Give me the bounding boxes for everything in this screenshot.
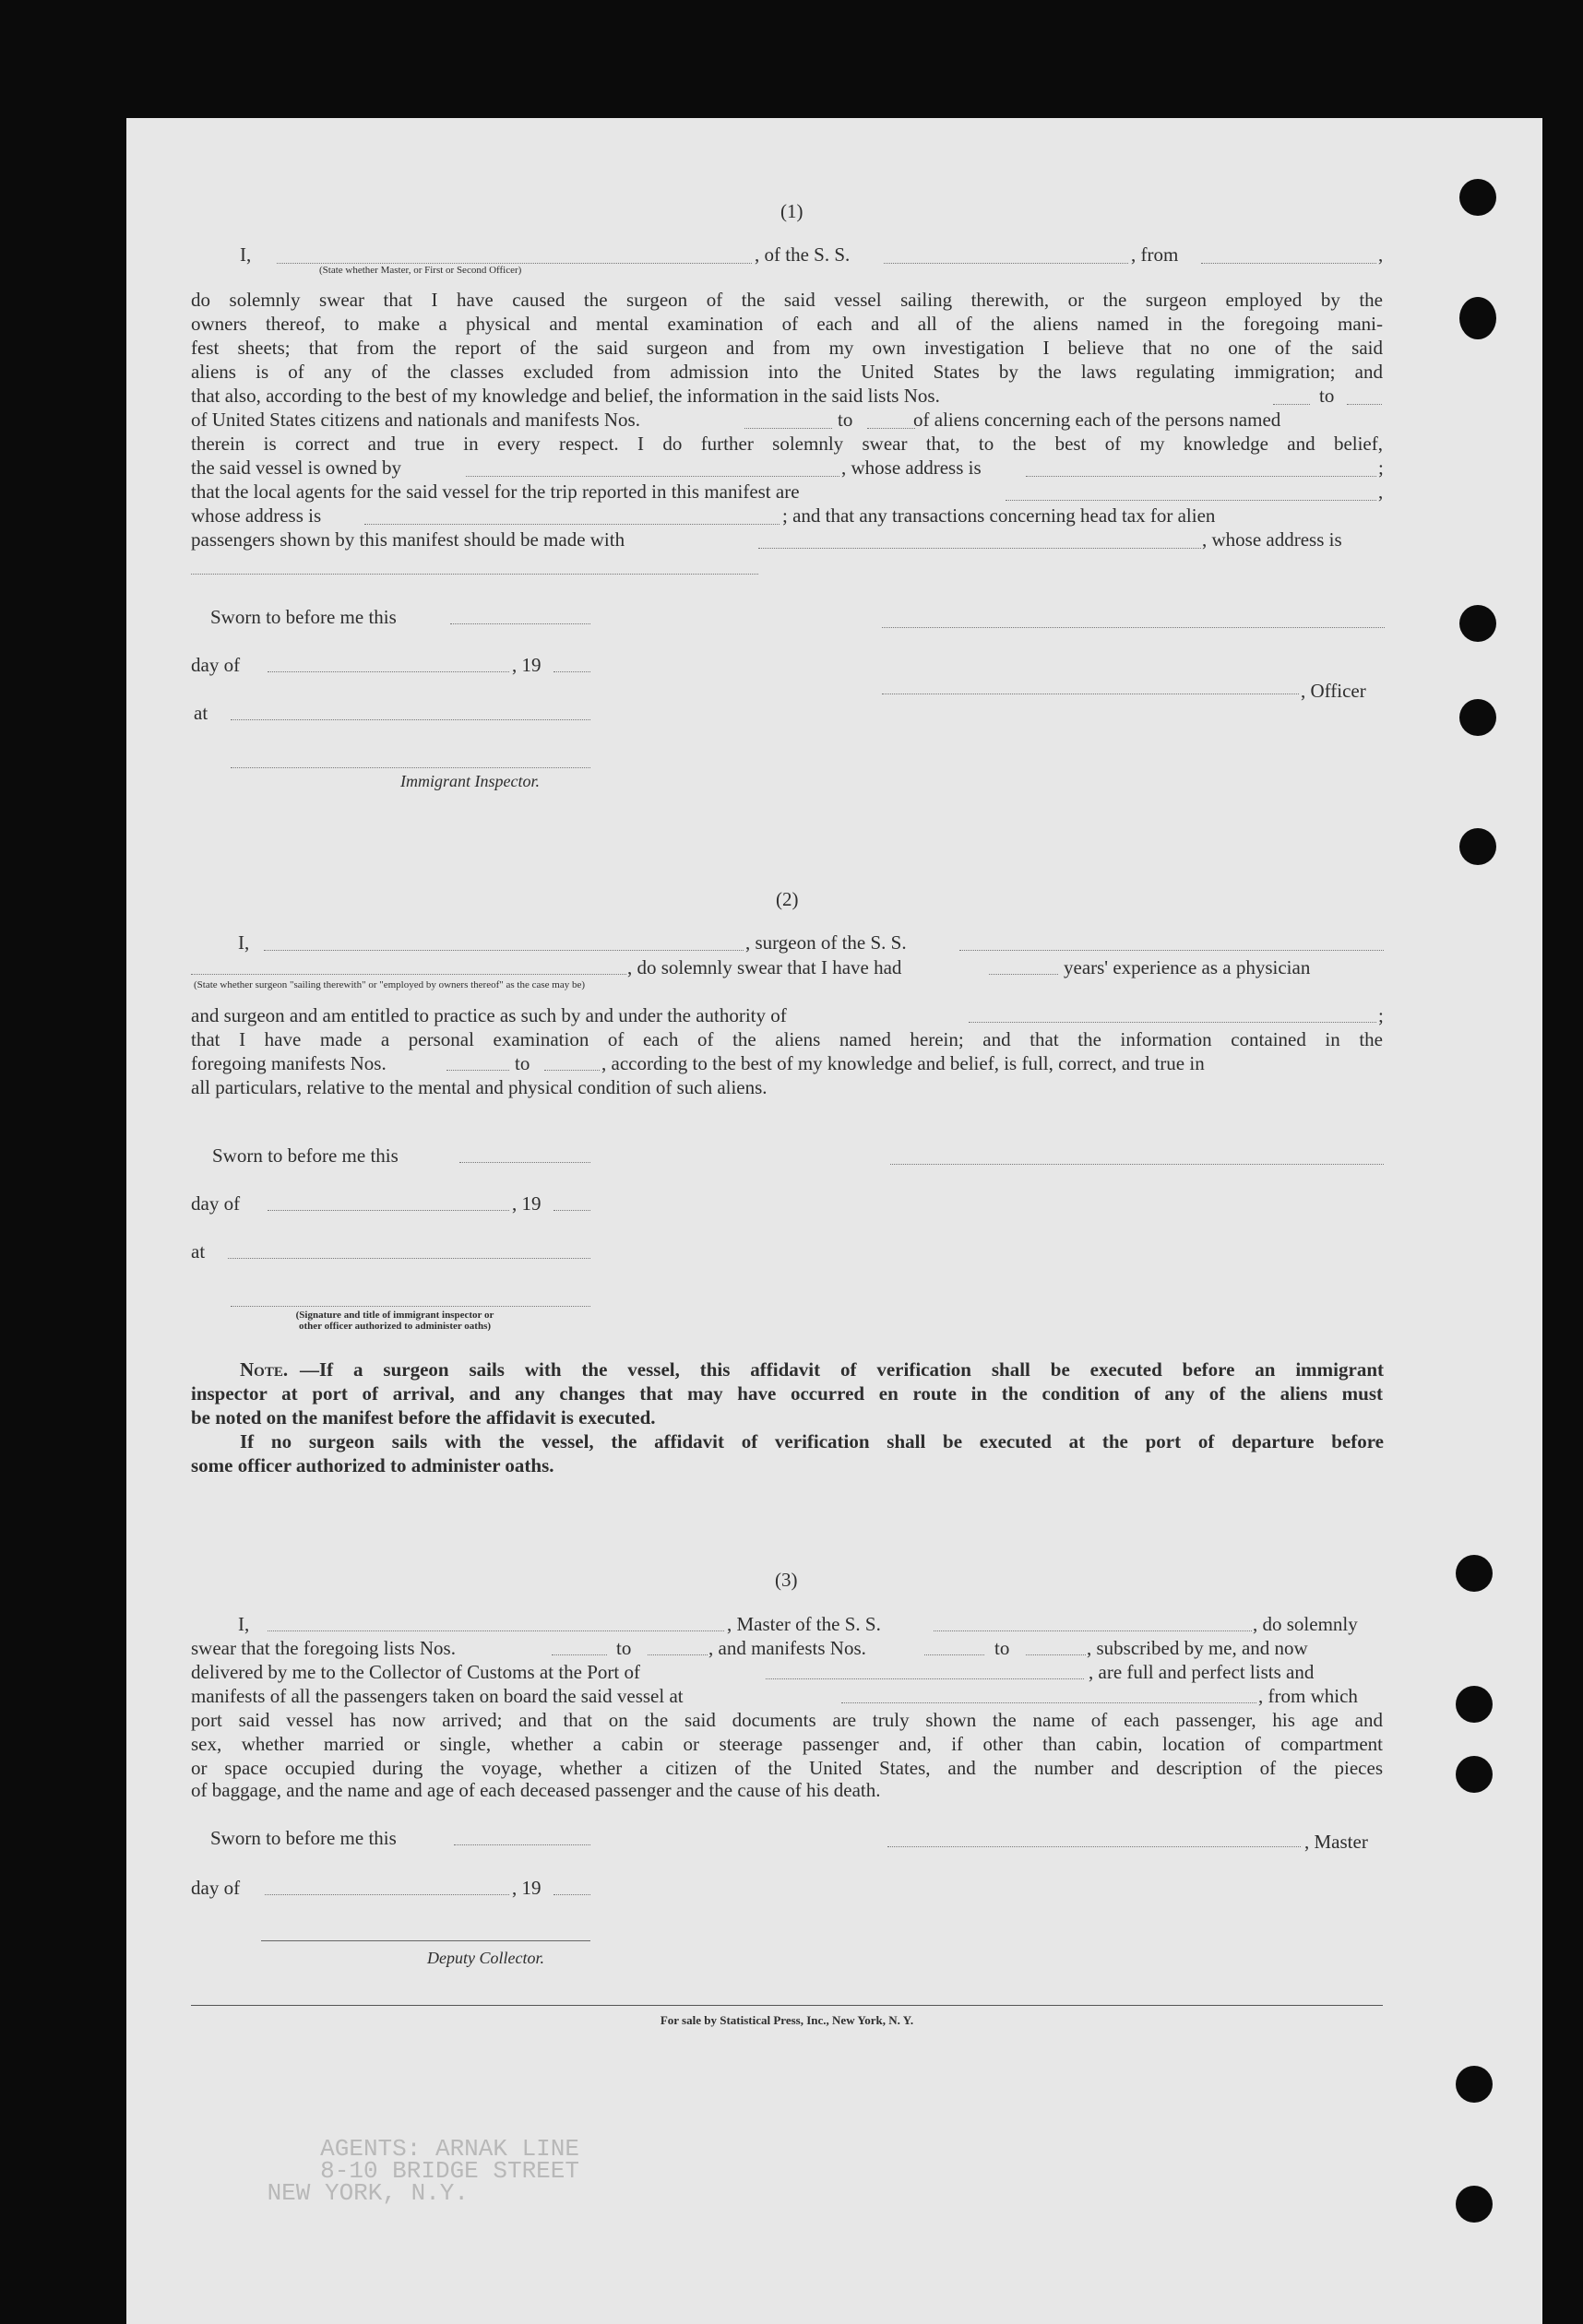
signature-note: other officer authorized to administer oaths) — [298, 1321, 492, 1332]
lists-from-field[interactable] — [552, 1654, 607, 1655]
body-line: aliens is of any of the classes excluded from admission into the United States by the laws regulating immigration; and — [191, 361, 1383, 383]
body-line: fest sheets; that from the report of the said surgeon and from my own investigation I believe that no one of the said — [191, 337, 1383, 359]
belief-text: , according to the best of my knowledge and belief, is full, correct, and true in — [601, 1052, 1205, 1074]
i-label: I, — [238, 931, 250, 954]
agents-address-field[interactable] — [364, 524, 780, 525]
vessel-name-field[interactable] — [884, 263, 1128, 264]
punch-hole-icon — [1459, 297, 1496, 339]
stamp-line: NEW YORK, N.Y. — [267, 2179, 469, 2207]
to-label: to — [616, 1637, 632, 1659]
punch-hole-icon — [1459, 179, 1496, 216]
body-line: or space occupied during the voyage, whether a citizen of the United States, and the number and description of the pieces — [191, 1757, 1383, 1779]
years-field[interactable] — [989, 974, 1058, 975]
manifests-to-field[interactable] — [1026, 1654, 1086, 1655]
manifests-from-field[interactable] — [446, 1070, 509, 1071]
whose-address-label: , whose address is — [1202, 528, 1342, 551]
surgeon-name-field[interactable] — [264, 950, 744, 951]
body-line: all particulars, relative to the mental and physical condition of such aliens. — [191, 1076, 768, 1098]
swear-label: swear that the foregoing lists Nos. — [191, 1637, 456, 1659]
note-line: inspector at port of arrival, and any changes that may have occurred en route in the condition of any of the aliens must — [191, 1382, 1383, 1405]
manifests-text: of aliens concerning each of the persons named — [913, 409, 1281, 431]
authority-field[interactable] — [969, 1022, 1376, 1023]
year-field[interactable] — [553, 1894, 590, 1895]
owner-field[interactable] — [466, 476, 839, 477]
to-label: to — [994, 1637, 1010, 1659]
semicolon: ; — [1378, 456, 1384, 479]
of-ss-label: , of the S. S. — [755, 243, 851, 266]
to-label: to — [838, 409, 853, 431]
agents-label: that the local agents for the said vessel for the trip reported in this manifest are — [191, 480, 800, 503]
at-label: at — [191, 1240, 206, 1263]
note-line: If no surgeon sails with the vessel, the affidavit of verification shall be executed at the port of departure before — [240, 1430, 1384, 1452]
year-label: , 19 — [512, 1877, 542, 1899]
manifests-text: of United States citizens and nationals and manifests Nos. — [191, 409, 640, 431]
comma: , — [1378, 480, 1384, 503]
surgeon-of-label: , surgeon of the S. S. — [745, 931, 907, 954]
day-of-label: day of — [191, 1192, 241, 1215]
comma: , — [1378, 243, 1384, 266]
body-line: sex, whether married or single, whether a cabin or steerage passenger and, if other than cabin, location of compartment — [191, 1733, 1383, 1755]
lists-from-field[interactable] — [1273, 404, 1310, 405]
day-of-label: day of — [191, 1877, 241, 1899]
officer-signature-field[interactable] — [882, 627, 1385, 628]
manifests-to-field[interactable] — [867, 428, 915, 429]
to-label: to — [1319, 385, 1335, 407]
head-tax-address-field[interactable] — [191, 574, 758, 575]
day-of-label: day of — [191, 654, 241, 676]
body-line: port said vessel has now arrived; and that on the said documents are truly shown the name of each passenger, his age and — [191, 1709, 1383, 1731]
punch-hole-icon — [1456, 1555, 1493, 1592]
note-line: some officer authorized to administer oaths. — [191, 1454, 554, 1476]
deputy-caption: Deputy Collector. — [427, 1949, 544, 1967]
month-field[interactable] — [268, 1210, 509, 1211]
signature-note: (Signature and title of immigrant inspector or — [295, 1310, 494, 1321]
practice-label: and surgeon and am entitled to practice as such by and under the authority of — [191, 1004, 787, 1026]
inspector-signature-field[interactable] — [231, 767, 590, 768]
punch-hole-icon — [1456, 1756, 1493, 1793]
punch-hole-icon — [1456, 1686, 1493, 1723]
year-field[interactable] — [553, 671, 590, 672]
footer-rule — [191, 2005, 1383, 2006]
month-field[interactable] — [268, 671, 509, 672]
punch-hole-icon — [1459, 605, 1496, 642]
master-name-field[interactable] — [268, 1630, 724, 1631]
manifests-from-field[interactable] — [744, 428, 832, 429]
sworn-label: Sworn to before me this — [212, 1144, 399, 1167]
master-label: , Master — [1304, 1831, 1368, 1853]
surgeon-role-field[interactable] — [191, 974, 626, 975]
owner-address-field[interactable] — [1026, 476, 1376, 477]
to-label: to — [515, 1052, 530, 1074]
note-label: Note. — [240, 1358, 289, 1381]
agents-field[interactable] — [1006, 500, 1376, 501]
whose-address-label: , whose address is — [841, 456, 982, 479]
year-label: , 19 — [512, 654, 542, 676]
subscribed-label: , subscribed by me, and now — [1087, 1637, 1308, 1659]
master-signature-field[interactable] — [887, 1846, 1301, 1847]
stamp-line: 8-10 BRIDGE STREET — [320, 2157, 579, 2185]
body-line: of baggage, and the name and age of each deceased passenger and the cause of his death. — [191, 1779, 881, 1801]
surgeon-signature-field[interactable] — [890, 1164, 1384, 1165]
officer-title-field[interactable] — [277, 263, 752, 264]
delivered-label: delivered by me to the Collector of Customs at the Port of — [191, 1661, 640, 1683]
port-field[interactable] — [766, 1678, 1084, 1679]
note-line: —If a surgeon sails with the vessel, this affidavit of verification shall be executed before an immigrant — [300, 1358, 1384, 1381]
i-label: I, — [240, 243, 252, 266]
swear-label: , do solemnly swear that I have had — [627, 956, 902, 978]
from-port-field[interactable] — [1201, 263, 1376, 264]
month-field[interactable] — [265, 1894, 509, 1895]
body-line: do solemnly swear that I have caused the surgeon of the said vessel sailing therewith, or the surgeon employed by the — [191, 289, 1383, 311]
punch-hole-icon — [1456, 2066, 1493, 2103]
punch-hole-icon — [1456, 2186, 1493, 2223]
inspector-caption: Immigrant Inspector. — [400, 772, 540, 790]
section-1-number: (1) — [780, 200, 803, 222]
body-line: that I have made a personal examination of each of the aliens named herein; and that the information contained in the — [191, 1028, 1383, 1050]
manifests-label: manifests of all the passengers taken on board the said vessel at — [191, 1685, 684, 1707]
address-label: whose address is — [191, 504, 322, 527]
note-line: be noted on the manifest before the affidavit is executed. — [191, 1406, 656, 1429]
from-label: , from — [1131, 243, 1179, 266]
stamp-line: AGENTS: ARNAK LINE — [320, 2135, 579, 2163]
body-line: therein is correct and true in every respect. I do further solemnly swear that, to the best of my knowledge and belief, — [191, 433, 1383, 455]
sworn-day-field[interactable] — [454, 1844, 590, 1845]
experience-label: years' experience as a physician — [1064, 956, 1311, 978]
surgeon-note: (State whether surgeon "sailing therewith" or "employed by owners thereof" as the case may be) — [194, 979, 586, 990]
place-field[interactable] — [228, 1258, 590, 1259]
lists-to-field[interactable] — [1347, 404, 1382, 405]
punch-hole-icon — [1459, 828, 1496, 865]
owned-label: the said vessel is owned by — [191, 456, 402, 479]
foregoing-label: foregoing manifests Nos. — [191, 1052, 387, 1074]
at-label: at — [194, 702, 208, 724]
passengers-label: passengers shown by this manifest should be made with — [191, 528, 625, 551]
printer-credit: For sale by Statistical Press, Inc., New York, N. Y. — [660, 2013, 914, 2027]
master-of-label: , Master of the S. S. — [727, 1613, 881, 1635]
year-label: , 19 — [512, 1192, 542, 1215]
surgeon-vessel-field[interactable] — [959, 950, 1384, 951]
sworn-day-field[interactable] — [459, 1162, 590, 1163]
i-label: I, — [238, 1613, 250, 1635]
section-3-number: (3) — [775, 1569, 798, 1591]
deputy-signature-field[interactable] — [261, 1940, 590, 1941]
head-tax-contact-field[interactable] — [758, 548, 1201, 549]
sworn-day-field[interactable] — [450, 623, 590, 624]
perfect-lists-label: , are full and perfect lists and — [1089, 1661, 1315, 1683]
from-which-label: , from which — [1258, 1685, 1358, 1707]
sworn-label: Sworn to before me this — [210, 1827, 397, 1849]
sworn-label: Sworn to before me this — [210, 606, 397, 628]
year-field[interactable] — [553, 1210, 590, 1211]
punch-hole-icon — [1459, 699, 1496, 736]
lists-text: that also, according to the best of my knowledge and belief, the information in the said lists Nos. — [191, 385, 940, 407]
lists-to-field[interactable] — [648, 1654, 708, 1655]
boarding-port-field[interactable] — [841, 1702, 1256, 1703]
semicolon: ; — [1378, 1004, 1384, 1026]
head-tax-text: ; and that any transactions concerning head tax for alien — [782, 504, 1216, 527]
do-solemnly-label: , do solemnly — [1253, 1613, 1358, 1635]
body-line: owners thereof, to make a physical and mental examination of each and all of the aliens named in the foregoing mani- — [191, 313, 1383, 335]
officer-note: (State whether Master, or First or Second Officer) — [319, 265, 522, 276]
officer-label: , Officer — [1301, 680, 1366, 702]
agents-stamp — [192, 2135, 579, 2207]
inspector-signature-field[interactable] — [231, 1306, 590, 1307]
master-vessel-field[interactable] — [934, 1630, 1252, 1631]
manifests-to-field[interactable] — [544, 1070, 600, 1071]
manifests-from-field[interactable] — [924, 1654, 984, 1655]
place-field[interactable] — [231, 719, 590, 720]
manifests-label: , and manifests Nos. — [708, 1637, 866, 1659]
section-2-number: (2) — [776, 888, 799, 910]
